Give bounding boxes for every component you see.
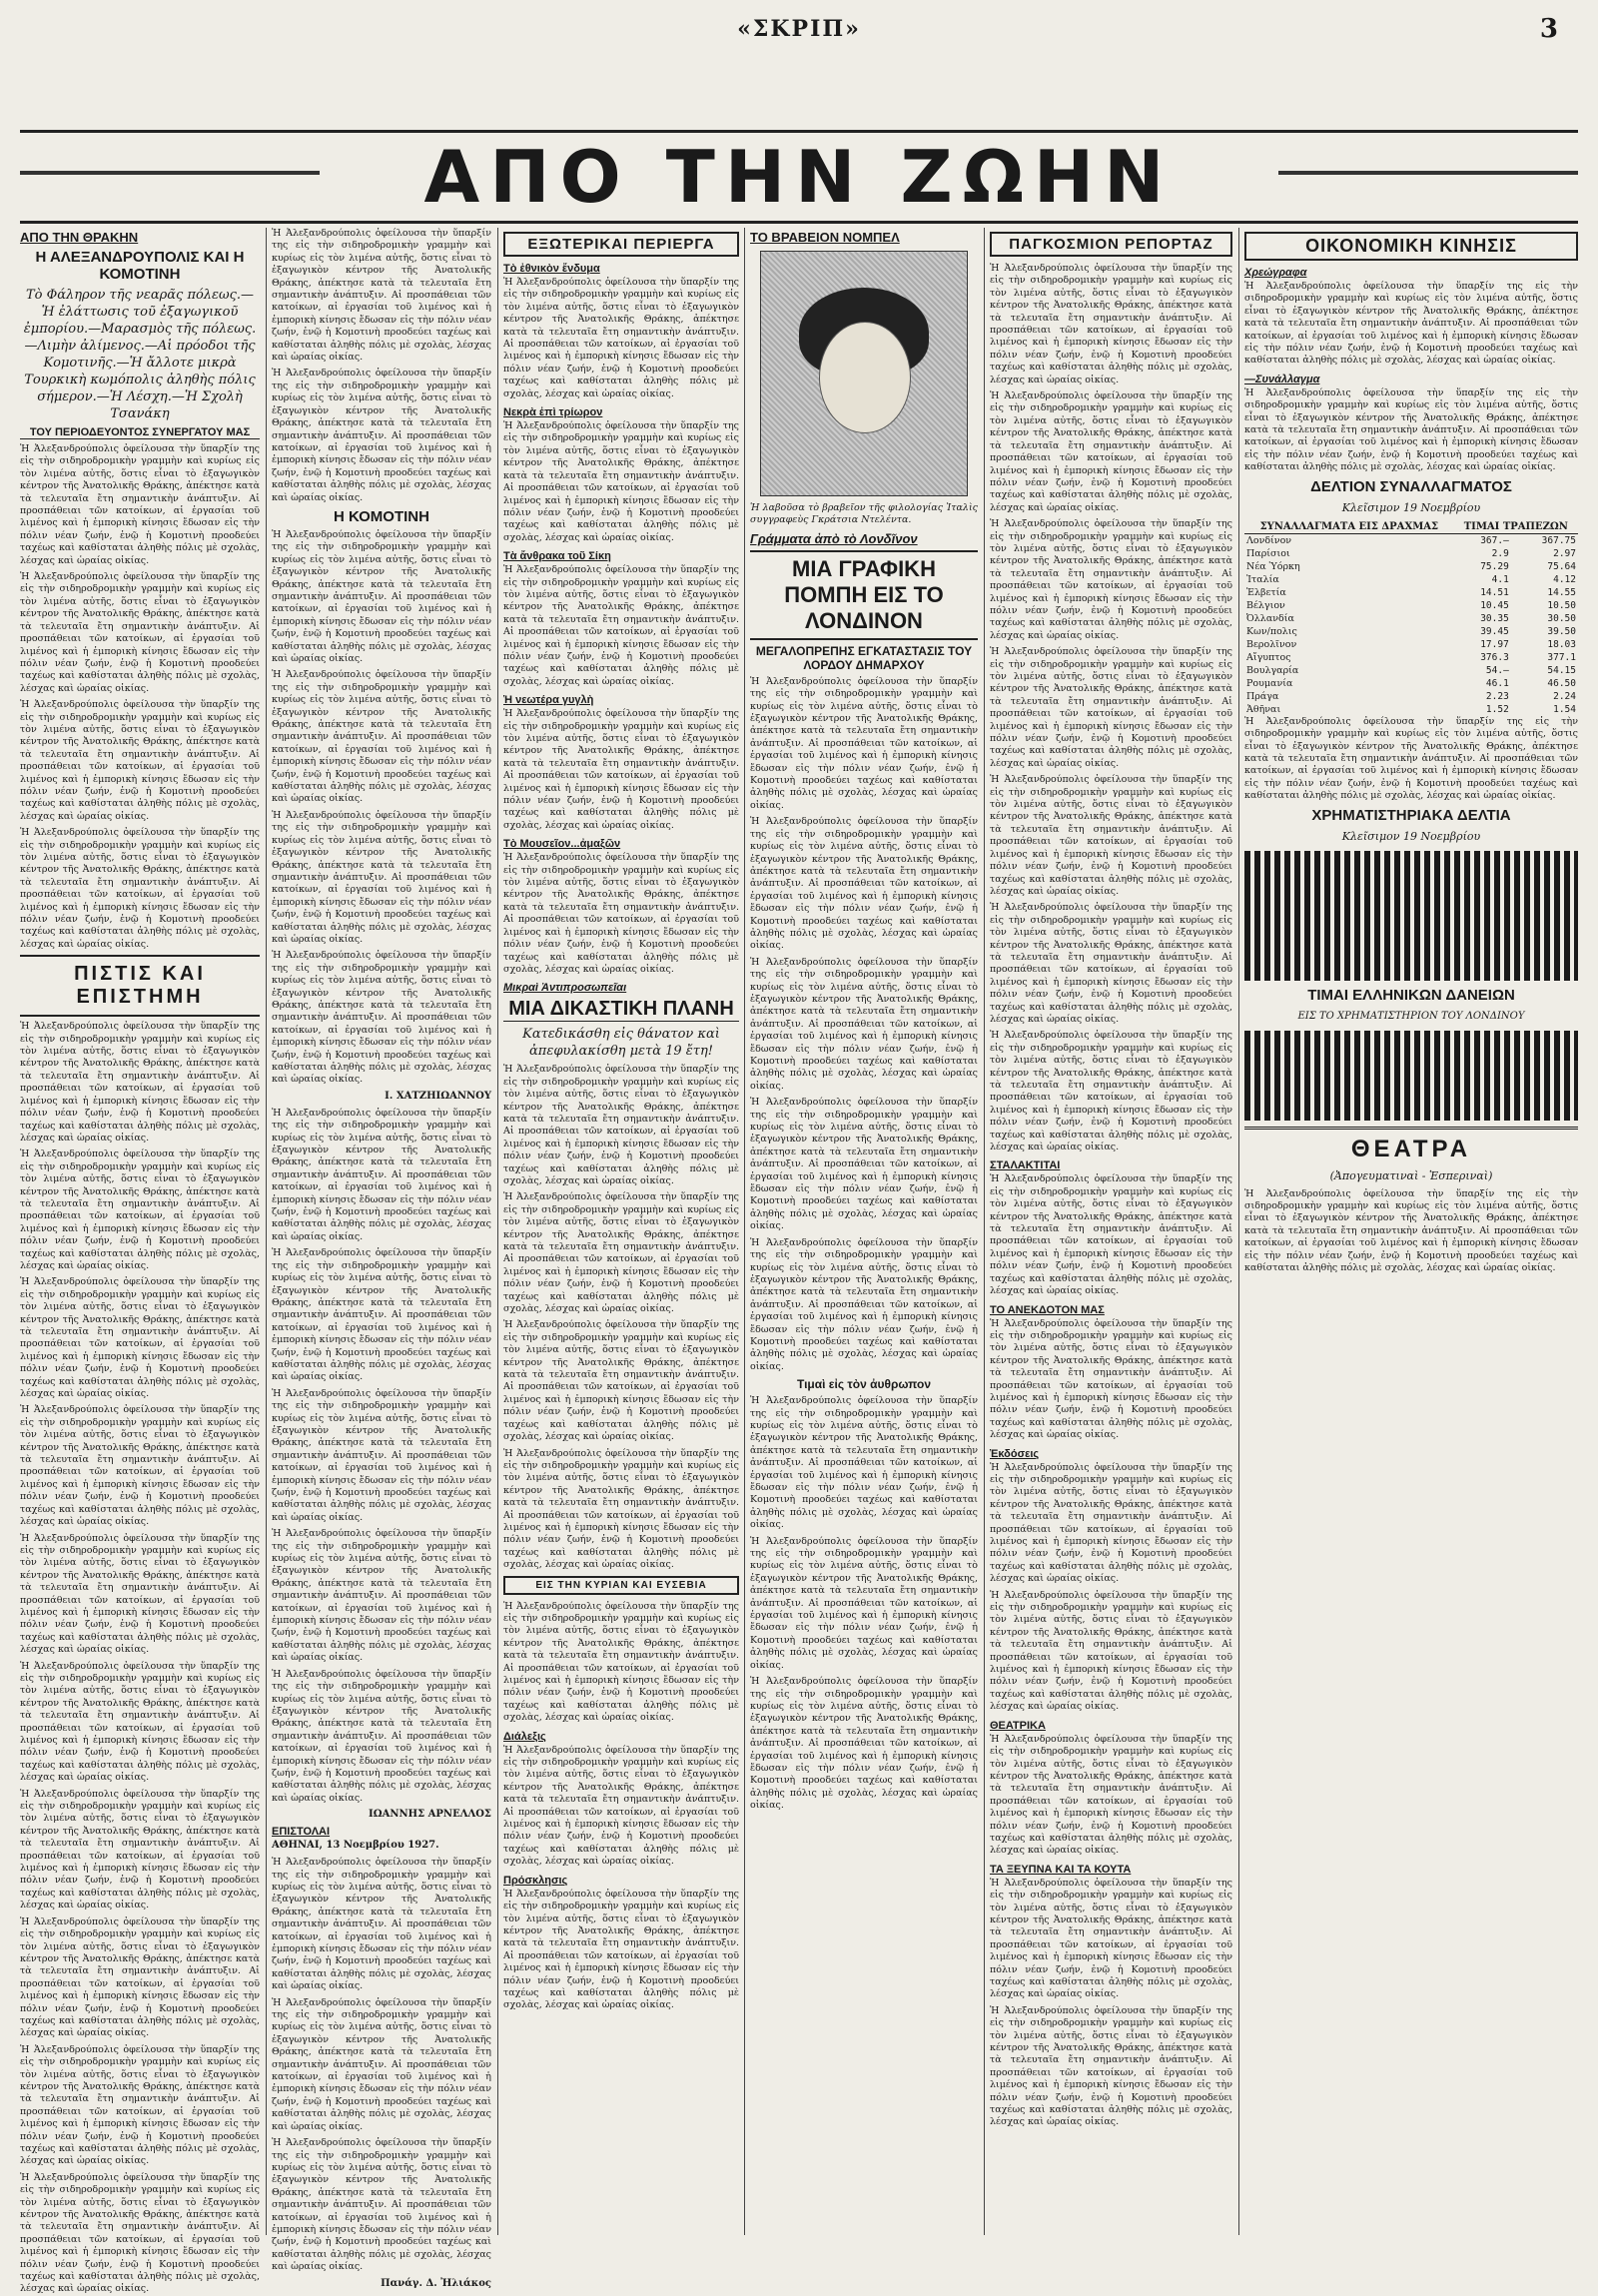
body-text: Ἡ Ἀλεξανδρούπολις ὀφείλουσα τὴν ὕπαρξίν της εἰς τὴν σιδηροδρομικὴν γραμμὴν καὶ κυρίως εἰς τὸν λιμένα αὐτῆς, ὅστις εἶναι τὸ ἐξαγωγικὸν κέντρον τῆς Ἀνατολικῆς Θράκης, ἀπέκτησε κατὰ τὰ τελευταῖα ἔτη σημαντικὴν ἀνάπτυξιν. Αἱ προσπάθειαι τῶν κατοίκων, αἱ ἐργασίαι τοῦ λιμένος καὶ ἡ ἐμπορικὴ κίνησις ἔδωσαν εἰς τὴν πόλιν νέαν ζωήν, ἐνῷ ἡ Κομοτινὴ προοδεύει ταχέως καὶ καθίσταται ἀληθὴς πόλις μὲ σχολὰς, λέσχας καὶ ὡραίας οἰκίας. (750, 956, 978, 1092)
table-title: ΤΙΜΑΙ ΕΛΛΗΝΙΚΩΝ ΔΑΝΕΙΩΝ (1307, 986, 1515, 1004)
body-text: Ἡ Ἀλεξανδρούπολις ὀφείλουσα τὴν ὕπαρξίν της εἰς τὴν σιδηροδρομικὴν γραμμὴν καὶ κυρίως εἰς τὸν λιμένα αὐτῆς, ὅστις εἶναι τὸ ἐξαγωγικὸν κέντρον τῆς Ἀνατολικῆς Θράκης, ἀπέκτησε κατὰ τὰ τελευταῖα ἔτη σημαντικὴν ἀνάπτυξιν. Αἱ προσπάθειαι τῶν κατοίκων, αἱ ἐργασίαι τοῦ λιμένος καὶ ἡ ἐμπορικὴ κίνησις ἔδωσαν εἰς τὴν πόλιν νέαν ζωήν, ἐνῷ ἡ Κομοτινὴ προοδεύει ταχέως καὶ καθίσταται ἀληθὴς πόλις μὲ σχολὰς, λέσχας καὶ ὡραίας οἰκίας. (750, 1535, 978, 1671)
body-text: Ἡ Ἀλεξανδρούπολις ὀφείλουσα τὴν ὕπαρξίν της εἰς τὴν σιδηροδρομικὴν γραμμὴν καὶ κυρίως εἰς τὸν λιμένα αὐτῆς, ὅστις εἶναι τὸ ἐξαγωγικὸν κέντρον τῆς Ἀνατολικῆς Θράκης, ἀπέκτησε κατὰ τὰ τελευταῖα ἔτη σημαντικὴν ἀνάπτυξιν. Αἱ προσπάθειαι τῶν κατοίκων, αἱ ἐργασίαι τοῦ λιμένος καὶ ἡ ἐμπορικὴ κίνησις ἔδωσαν εἰς τὴν πόλιν νέαν ζωήν, ἐνῷ ἡ Κομοτινὴ προοδεύει ταχέως καὶ καθίσταται ἀληθὴς πόλις μὲ σχολὰς, λέσχας καὶ ὡραίας οἰκίας. (272, 1387, 491, 1523)
table-subtitle: Κλεῖσιμον 19 Νοεμβρίου (1341, 829, 1481, 843)
rate-cell: 10.45 (1480, 599, 1509, 611)
portrait-photo (760, 251, 968, 496)
section-label: —Συνάλλαγμα (1244, 373, 1320, 385)
table-row (1244, 612, 1578, 625)
body-text: Ἡ Ἀλεξανδρούπολις ὀφείλουσα τὴν ὕπαρξίν της εἰς τὴν σιδηροδρομικὴν γραμμὴν καὶ κυρίως εἰς τὸν λιμένα αὐτῆς, ὅστις εἶναι τὸ ἐξαγωγικὸν κέντρον τῆς Ἀνατολικῆς Θράκης, ἀπέκτησε κατὰ τὰ τελευταῖα ἔτη σημαντικὴν ἀνάπτυξιν. Αἱ προσπάθειαι τῶν κατοίκων, αἱ ἐργασίαι τοῦ λιμένος καὶ ἡ ἐμπορικὴ κίνησις ἔδωσαν εἰς τὴν πόλιν νέαν ζωήν, ἐνῷ ἡ Κομοτινὴ προοδεύει ταχέως καὶ καθίσταται ἀληθὴς πόλις μὲ σχολὰς, λέσχας καὶ ὡραίας οἰκίας. (503, 1319, 739, 1443)
body-text: Ἡ Ἀλεξανδρούπολις ὀφείλουσα τὴν ὕπαρξίν της εἰς τὴν σιδηροδρομικὴν γραμμὴν καὶ κυρίως εἰς τὸν λιμένα αὐτῆς, ὅστις εἶναι τὸ ἐξαγωγικὸν κέντρον τῆς Ἀνατολικῆς Θράκης, ἀπέκτησε κατὰ τὰ τελευταῖα ἔτη σημαντικὴν ἀνάπτυξιν. Αἱ προσπάθειαι τῶν κατοίκων, αἱ ἐργασίαι τοῦ λιμένος καὶ ἡ ἐμπορικὴ κίνησις ἔδωσαν εἰς τὴν πόλιν νέαν ζωήν, ἐνῷ ἡ Κομοτινὴ προοδεύει ταχέως καὶ καθίσταται ἀληθὴς πόλις μὲ σχολὰς, λέσχας καὶ ὡραίας οἰκίας. (750, 1676, 978, 1812)
body-text: Ἡ Ἀλεξανδρούπολις ὀφείλουσα τὴν ὕπαρξίν της εἰς τὴν σιδηροδρομικὴν γραμμὴν καὶ κυρίως εἰς τὸν λιμένα αὐτῆς, ὅστις εἶναι τὸ ἐξαγωγικὸν κέντρον τῆς Ἀνατολικῆς Θράκης, ἀπέκτησε κατὰ τὰ τελευταῖα ἔτη σημαντικὴν ἀνάπτυξιν. Αἱ προσπάθειαι τῶν κατοίκων, αἱ ἐργασίαι τοῦ λιμένος καὶ ἡ ἐμπορικὴ κίνησις ἔδωσαν εἰς τὴν πόλιν νέαν ζωήν, ἐνῷ ἡ Κομοτινὴ προοδεύει ταχέως καὶ καθίσταται ἀληθὴς πόλις μὲ σχολὰς, λέσχας καὶ ὡραίας οἰκίας. (272, 1247, 491, 1383)
rate-cell: 367.75 (1541, 534, 1576, 546)
body-text: Ἡ Ἀλεξανδρούπολις ὀφείλουσα τὴν ὕπαρξίν της εἰς τὴν σιδηροδρομικὴν γραμμὴν καὶ κυρίως εἰς τὸν λιμένα αὐτῆς, ὅστις εἶναι τὸ ἐξαγωγικὸν κέντρον τῆς Ἀνατολικῆς Θράκης, ἀπέκτησε κατὰ τὰ τελευταῖα ἔτη σημαντικὴν ἀνάπτυξιν. Αἱ προσπάθειαι τῶν κατοίκων, αἱ ἐργασίαι τοῦ λιμένος καὶ ἡ ἐμπορικὴ κίνησις ἔδωσαν εἰς τὴν πόλιν νέαν ζωήν, ἐνῷ ἡ Κομοτινὴ προοδεύει ταχέως καὶ καθίσταται ἀληθὴς πόλις μὲ σχολὰς, λέσχας καὶ ὡραίας οἰκίας. (503, 1191, 739, 1315)
body-text: Ἡ Ἀλεξανδρούπολις ὀφείλουσα τὴν ὕπαρξίν της εἰς τὴν σιδηροδρομικὴν γραμμὴν καὶ κυρίως εἰς τὸν λιμένα αὐτῆς, ὅστις εἶναι τὸ ἐξαγωγικὸν κέντρον τῆς Ἀνατολικῆς Θράκης, ἀπέκτησε κατὰ τὰ τελευταῖα ἔτη σημαντικὴν ἀνάπτυξιν. Αἱ προσπάθειαι τῶν κατοίκων, αἱ ἐργασίαι τοῦ λιμένος καὶ ἡ ἐμπορικὴ κίνησις ἔδωσαν εἰς τὴν πόλιν νέαν ζωήν, ἐνῷ ἡ Κομοτινὴ προοδεύει ταχέως καὶ καθίσταται ἀληθὴς πόλις μὲ σχολὰς, λέσχας καὶ ὡραίας οἰκίας. (990, 1877, 1232, 2000)
rate-cell: 39.50 (1547, 625, 1576, 637)
body-text: Ἡ Ἀλεξανδρούπολις ὀφείλουσα τὴν ὕπαρξίν της εἰς τὴν σιδηροδρομικὴν γραμμὴν καὶ κυρίως εἰς τὸν λιμένα αὐτῆς, ὅστις εἶναι τὸ ἐξαγωγικὸν κέντρον τῆς Ἀνατολικῆς Θράκης, ἀπέκτησε κατὰ τὰ τελευταῖα ἔτη σημαντικὴν ἀνάπτυξιν. Αἱ προσπάθειαι τῶν κατοίκων, αἱ ἐργασίαι τοῦ λιμένος καὶ ἡ ἐμπορικὴ κίνησις ἔδωσαν εἰς τὴν πόλιν νέαν ζωήν, ἐνῷ ἡ Κομοτινὴ προοδεύει ταχέως καὶ καθίσταται ἀληθὴς πόλις μὲ σχολὰς, λέσχας καὶ ὡραίας οἰκίας. (750, 816, 978, 952)
table-row (1244, 664, 1578, 677)
body-text: Ἡ Ἀλεξανδρούπολις ὀφείλουσα τὴν ὕπαρξίν της εἰς τὴν σιδηροδρομικὴν γραμμὴν καὶ κυρίως εἰς τὸν λιμένα αὐτῆς, ὅστις εἶναι τὸ ἐξαγωγικὸν κέντρον τῆς Ἀνατολικῆς Θράκης, ἀπέκτησε κατὰ τὰ τελευταῖα ἔτη σημαντικὴν ἀνάπτυξιν. Αἱ προσπάθειαι τῶν κατοίκων, αἱ ἐργασίαι τοῦ λιμένος καὶ ἡ ἐμπορικὴ κίνησις ἔδωσαν εἰς τὴν πόλιν νέαν ζωήν, ἐνῷ ἡ Κομοτινὴ προοδεύει ταχέως καὶ καθίσταται ἀληθὴς πόλις μὲ σχολὰς, λέσχας καὶ ὡραίας οἰκίας. (990, 1173, 1232, 1297)
body-text: Ἡ Ἀλεξανδρούπολις ὀφείλουσα τὴν ὕπαρξίν της εἰς τὴν σιδηροδρομικὴν γραμμὴν καὶ κυρίως εἰς τὸν λιμένα αὐτῆς, ὅστις εἶναι τὸ ἐξαγωγικὸν κέντρον τῆς Ἀνατολικῆς Θράκης, ἀπέκτησε κατὰ τὰ τελευταῖα ἔτη σημαντικὴν ἀνάπτυξιν. Αἱ προσπάθειαι τῶν κατοίκων, αἱ ἐργασίαι τοῦ λιμένος καὶ ἡ ἐμπορικὴ κίνησις ἔδωσαν εἰς τὴν πόλιν νέαν ζωήν, ἐνῷ ἡ Κομοτινὴ προοδεύει ταχέως καὶ καθίσταται ἀληθὴς πόλις μὲ σχολὰς, λέσχας καὶ ὡραίας οἰκίας. (990, 2004, 1232, 2128)
currency-cell: Παρίσιοι (1246, 547, 1290, 559)
currency-cell: Βουλγαρία (1246, 664, 1299, 676)
body-text: Ἡ Ἀλεξανδρούπολις ὀφείλουσα τὴν ὕπαρξίν της εἰς τὴν σιδηροδρομικὴν γραμμὴν καὶ κυρίως εἰς τὸν λιμένα αὐτῆς, ὅστις εἶναι τὸ ἐξαγωγικὸν κέντρον τῆς Ἀνατολικῆς Θράκης, ἀπέκτησε κατὰ τὰ τελευταῖα ἔτη σημαντικὴν ἀνάπτυξιν. Αἱ προσπάθειαι τῶν κατοίκων, αἱ ἐργασίαι τοῦ λιμένος καὶ ἡ ἐμπορικὴ κίνησις ἔδωσαν εἰς τὴν πόλιν νέαν ζωήν, ἐνῷ ἡ Κομοτινὴ προοδεύει ταχέως καὶ καθίσταται ἀληθὴς πόλις μὲ σχολὰς, λέσχας καὶ ὡραίας οἰκίας. (272, 809, 491, 945)
rate-cell: 54.15 (1547, 664, 1576, 676)
column-5 (990, 228, 1232, 2235)
body-text: Ἡ Ἀλεξανδρούπολις ὀφείλουσα τὴν ὕπαρξίν της εἰς τὴν σιδηροδρομικὴν γραμμὴν καὶ κυρίως εἰς τὸν λιμένα αὐτῆς, ὅστις εἶναι τὸ ἐξαγωγικὸν κέντρον τῆς Ἀνατολικῆς Θράκης, ἀπέκτησε κατὰ τὰ τελευταῖα ἔτη σημαντικὴν ἀνάπτυξιν. Αἱ προσπάθειαι τῶν κατοίκων, αἱ ἐργασίαι τοῦ λιμένος καὶ ἡ ἐμπορικὴ κίνησις ἔδωσαν εἰς τὴν πόλιν νέαν ζωήν, ἐνῷ ἡ Κομοτινὴ προοδεύει ταχέως καὶ καθίσταται ἀληθὴς πόλις μὲ σχολὰς, λέσχας καὶ ὡραίας οἰκίας. (1244, 386, 1578, 473)
rate-cell: 1.54 (1553, 703, 1576, 715)
currency-cell: Αἴγυπτος (1246, 651, 1291, 663)
rate-cell: 75.29 (1480, 560, 1509, 572)
kicker: ΑΠΟ ΤΗΝ ΘΡΑΚΗΝ (20, 230, 139, 245)
dateline: ΑΘΗΝΑΙ, 13 Νοεμβρίου 1927. (272, 1840, 439, 1852)
section-label: Τὸ ἐθνικὸν ἔνδυμα (503, 263, 600, 275)
rate-cell: 30.50 (1547, 612, 1576, 624)
body-text: Ἡ Ἀλεξανδρούπολις ὀφείλουσα τὴν ὕπαρξίν της εἰς τὴν σιδηροδρομικὴν γραμμὴν καὶ κυρίως εἰς τὸν λιμένα αὐτῆς, ὅστις εἶναι τὸ ἐξαγωγικὸν κέντρον τῆς Ἀνατολικῆς Θράκης, ἀπέκτησε κατὰ τὰ τελευταῖα ἔτη σημαντικὴν ἀνάπτυξιν. Αἱ προσπάθειαι τῶν κατοίκων, αἱ ἐργασίαι τοῦ λιμένος καὶ ἡ ἐμπορικὴ κίνησις ἔδωσαν εἰς τὴν πόλιν νέαν ζωήν, ἐνῷ ἡ Κομοτινὴ προοδεύει ταχέως καὶ καθίσταται ἀληθὴς πόλις μὲ σχολὰς, λέσχας καὶ ὡραίας οἰκίας. (503, 852, 739, 975)
body-text: Ἡ Ἀλεξανδρούπολις ὀφείλουσα τὴν ὕπαρξίν της εἰς τὴν σιδηροδρομικὴν γραμμὴν καὶ κυρίως εἰς τὸν λιμένα αὐτῆς, ὅστις εἶναι τὸ ἐξαγωγικὸν κέντρον τῆς Ἀνατολικῆς Θράκης, ἀπέκτησε κατὰ τὰ τελευταῖα ἔτη σημαντικὴν ἀνάπτυξιν. Αἱ προσπάθειαι τῶν κατοίκων, αἱ ἐργασίαι τοῦ λιμένος καὶ ἡ ἐμπορικὴ κίνησις ἔδωσαν εἰς τὴν πόλιν νέαν ζωήν, ἐνῷ ἡ Κομοτινὴ προοδεύει ταχέως καὶ καθίσταται ἀληθὴς πόλις μὲ σχολὰς, λέσχας καὶ ὡραίας οἰκίας. (503, 564, 739, 687)
currency-cell: Ὀλλανδία (1246, 612, 1294, 624)
byline: ΤΟΥ ΠΕΡΙΟΔΕΥΟΝΤΟΣ ΣΥΝΕΡΓΑΤΟΥ ΜΑΣ (20, 426, 260, 439)
body-text: Ἡ Ἀλεξανδρούπολις ὀφείλουσα τὴν ὕπαρξίν της εἰς τὴν σιδηροδρομικὴν γραμμὴν καὶ κυρίως εἰς τὸν λιμένα αὐτῆς, ὅστις εἶναι τὸ ἐξαγωγικὸν κέντρον τῆς Ἀνατολικῆς Θράκης, ἀπέκτησε κατὰ τὰ τελευταῖα ἔτη σημαντικὴν ἀνάπτυξιν. Αἱ προσπάθειαι τῶν κατοίκων, αἱ ἐργασίαι τοῦ λιμένος καὶ ἡ ἐμπορικὴ κίνησις ἔδωσαν εἰς τὴν πόλιν νέαν ζωήν, ἐνῷ ἡ Κομοτινὴ προοδεύει ταχέως καὶ καθίσταται ἀληθὴς πόλις μὲ σχολὰς, λέσχας καὶ ὡραίας οἰκίας. (272, 1528, 491, 1664)
rate-cell: 2.23 (1485, 690, 1509, 702)
body-text: Ἡ Ἀλεξανδρούπολις ὀφείλουσα τὴν ὕπαρξίν της εἰς τὴν σιδηροδρομικὴν γραμμὴν καὶ κυρίως εἰς τὸν λιμένα αὐτῆς, ὅστις εἶναι τὸ ἐξαγωγικὸν κέντρον τῆς Ἀνατολικῆς Θράκης, ἀπέκτησε κατὰ τὰ τελευταῖα ἔτη σημαντικὴν ἀνάπτυξιν. Αἱ προσπάθειαι τῶν κατοίκων, αἱ ἐργασίαι τοῦ λιμένος καὶ ἡ ἐμπορικὴ κίνησις ἔδωσαν εἰς τὴν πόλιν νέαν ζωήν, ἐνῷ ἡ Κομοτινὴ προοδεύει ταχέως καὶ καθίσταται ἀληθὴς πόλις μὲ σχολὰς, λέσχας καὶ ὡραίας οἰκίας. (20, 1532, 260, 1656)
banner-title: ΑΠΟ ΤΗΝ ΖΩΗΝ (423, 135, 1175, 219)
body-text: Ἡ Ἀλεξανδρούπολις ὀφείλουσα τὴν ὕπαρξίν της εἰς τὴν σιδηροδρομικὴν γραμμὴν καὶ κυρίως εἰς τὸν λιμένα αὐτῆς, ὅστις εἶναι τὸ ἐξαγωγικὸν κέντρον τῆς Ἀνατολικῆς Θράκης, ἀπέκτησε κατὰ τὰ τελευταῖα ἔτη σημαντικὴν ἀνάπτυξιν. Αἱ προσπάθειαι τῶν κατοίκων, αἱ ἐργασίαι τοῦ λιμένος καὶ ἡ ἐμπορικὴ κίνησις ἔδωσαν εἰς τὴν πόλιν νέαν ζωήν, ἐνῷ ἡ Κομοτινὴ προοδεύει ταχέως καὶ καθίσταται ἀληθὴς πόλις μὲ σχολὰς, λέσχας καὶ ὡραίας οἰκίας. (20, 1148, 260, 1271)
body-text: Ἡ Ἀλεξανδρούπολις ὀφείλουσα τὴν ὕπαρξίν της εἰς τὴν σιδηροδρομικὴν γραμμὴν καὶ κυρίως εἰς τὸν λιμένα αὐτῆς, ὅστις εἶναι τὸ ἐξαγωγικὸν κέντρον τῆς Ἀνατολικῆς Θράκης, ἀπέκτησε κατὰ τὰ τελευταῖα ἔτη σημαντικὴν ἀνάπτυξιν. Αἱ προσπάθειαι τῶν κατοίκων, αἱ ἐργασίαι τοῦ λιμένος καὶ ἡ ἐμπορικὴ κίνησις ἔδωσαν εἰς τὴν πόλιν νέαν ζωήν, ἐνῷ ἡ Κομοτινὴ προοδεύει ταχέως καὶ καθίσταται ἀληθὴς πόλις μὲ σχολὰς, λέσχας καὶ ὡραίας οἰκίας. (503, 1064, 739, 1186)
body-text: Ἡ Ἀλεξανδρούπολις ὀφείλουσα τὴν ὕπαρξίν της εἰς τὴν σιδηροδρομικὴν γραμμὴν καὶ κυρίως εἰς τὸν λιμένα αὐτῆς, ὅστις εἶναι τὸ ἐξαγωγικὸν κέντρον τῆς Ἀνατολικῆς Θράκης, ἀπέκτησε κατὰ τὰ τελευταῖα ἔτη σημαντικὴν ἀνάπτυξιν. Αἱ προσπάθειαι τῶν κατοίκων, αἱ ἐργασίαι τοῦ λιμένος καὶ ἡ ἐμπορικὴ κίνησις ἔδωσαν εἰς τὴν πόλιν νέαν ζωήν, ἐνῷ ἡ Κομοτινὴ προοδεύει ταχέως καὶ καθίσταται ἀληθὴς πόλις μὲ σχολὰς, λέσχας καὶ ὡραίας οἰκίας. (990, 902, 1232, 1025)
body-text: Ἡ Ἀλεξανδρούπολις ὀφείλουσα τὴν ὕπαρξίν της εἰς τὴν σιδηροδρομικὴν γραμμὴν καὶ κυρίως εἰς τὸν λιμένα αὐτῆς, ὅστις εἶναι τὸ ἐξαγωγικὸν κέντρον τῆς Ἀνατολικῆς Θράκης, ἀπέκτησε κατὰ τὰ τελευταῖα ἔτη σημαντικὴν ἀνάπτυξιν. Αἱ προσπάθειαι τῶν κατοίκων, αἱ ἐργασίαι τοῦ λιμένος καὶ ἡ ἐμπορικὴ κίνησις ἔδωσαν εἰς τὴν πόλιν νέαν ζωήν, ἐνῷ ἡ Κομοτινὴ προοδεύει ταχέως καὶ καθίσταται ἀληθὴς πόλις μὲ σχολὰς, λέσχας καὶ ὡραίας οἰκίας. (990, 518, 1232, 641)
section-label: Ἡ νεωτέρα γυγλὴ (503, 694, 594, 707)
body-text: Ἡ Ἀλεξανδρούπολις ὀφείλουσα τὴν ὕπαρξίν της εἰς τὴν σιδηροδρομικὴν γραμμὴν καὶ κυρίως εἰς τὸν λιμένα αὐτῆς, ὅστις εἶναι τὸ ἐξαγωγικὸν κέντρον τῆς Ἀνατολικῆς Θράκης, ἀπέκτησε κατὰ τὰ τελευταῖα ἔτη σημαντικὴν ἀνάπτυξιν. Αἱ προσπάθειαι τῶν κατοίκων, αἱ ἐργασίαι τοῦ λιμένος καὶ ἡ ἐμπορικὴ κίνησις ἔδωσαν εἰς τὴν πόλιν νέαν ζωήν, ἐνῷ ἡ Κομοτινὴ προοδεύει ταχέως καὶ καθίσταται ἀληθὴς πόλις μὲ σχολὰς, λέσχας καὶ ὡραίας οἰκίας. (272, 669, 491, 805)
rate-cell: 1.52 (1485, 703, 1509, 715)
table-subtitle: (Ἀπογευματιναὶ - Ἑσπεριναὶ) (1329, 1168, 1493, 1182)
exchange-table (1244, 520, 1578, 716)
headline: ΜΙΑ ΓΡΑΦΙΚΗ ΠΟΜΠΗ ΕΙΣ ΤΟ ΛΟΝΔΙΝΟΝ (750, 550, 978, 640)
currency-cell: Λονδίνον (1246, 534, 1292, 546)
body-text: Ἡ Ἀλεξανδρούπολις ὀφείλουσα τὴν ὕπαρξίν της εἰς τὴν σιδηροδρομικὴν γραμμὴν καὶ κυρίως εἰς τὸν λιμένα αὐτῆς, ὅστις εἶναι τὸ ἐξαγωγικὸν κέντρον τῆς Ἀνατολικῆς Θράκης, ἀπέκτησε κατὰ τὰ τελευταῖα ἔτη σημαντικὴν ἀνάπτυξιν. Αἱ προσπάθειαι τῶν κατοίκων, αἱ ἐργασίαι τοῦ λιμένος καὶ ἡ ἐμπορικὴ κίνησις ἔδωσαν εἰς τὴν πόλιν νέαν ζωήν, ἐνῷ ἡ Κομοτινὴ προοδεύει ταχέως καὶ καθίσταται ἀληθὴς πόλις μὲ σχολὰς, λέσχας καὶ ὡραίας οἰκίας. (272, 1668, 491, 1804)
section-label: ΣΤΑΛΑΚΤΙΤΑΙ (990, 1159, 1061, 1172)
body-text: Ἡ Ἀλεξανδρούπολις ὀφείλουσα τὴν ὕπαρξίν της εἰς τὴν σιδηροδρομικὴν γραμμὴν καὶ κυρίως εἰς τὸν λιμένα αὐτῆς, ὅστις εἶναι τὸ ἐξαγωγικὸν κέντρον τῆς Ἀνατολικῆς Θράκης, ἀπέκτησε κατὰ τὰ τελευταῖα ἔτη σημαντικὴν ἀνάπτυξιν. Αἱ προσπάθειαι τῶν κατοίκων, αἱ ἐργασίαι τοῦ λιμένος καὶ ἡ ἐμπορικὴ κίνησις ἔδωσαν εἰς τὴν πόλιν νέαν ζωήν, ἐνῷ ἡ Κομοτινὴ προοδεύει ταχέως καὶ καθίσταται ἀληθὴς πόλις μὲ σχολὰς, λέσχας καὶ ὡραίας οἰκίας. (20, 1788, 260, 1912)
subheadline: Τιμαὶ εἰς τὸν ἀυθρωπον (796, 1377, 932, 1392)
body-text: Ἡ Ἀλεξανδρούπολις ὀφείλουσα τὴν ὕπαρξίν της εἰς τὴν σιδηροδρομικὴν γραμμὴν καὶ κυρίως εἰς τὸν λιμένα αὐτῆς, ὅστις εἶναι τὸ ἐξαγωγικὸν κέντρον τῆς Ἀνατολικῆς Θράκης, ἀπέκτησε κατὰ τὰ τελευταῖα ἔτη σημαντικὴν ἀνάπτυξιν. Αἱ προσπάθειαι τῶν κατοίκων, αἱ ἐργασίαι τοῦ λιμένος καὶ ἡ ἐμπορικὴ κίνησις ἔδωσαν εἰς τὴν πόλιν νέαν ζωήν, ἐνῷ ἡ Κομοτινὴ προοδεύει ταχέως καὶ καθίσταται ἀληθὴς πόλις μὲ σχολὰς, λέσχας καὶ ὡραίας οἰκίας. (750, 1097, 978, 1232)
table-subtitle: ΕΙΣ ΤΟ ΧΡΗΜΑΤΙΣΤΗΡΙΟΝ ΤΟΥ ΛΟΝΔΙΝΟΥ (1297, 1010, 1525, 1022)
table-header: ΤΙΜΑΙ ΤΡΑΠΕΖΩΝ (1454, 520, 1578, 534)
body-text: Ἡ Ἀλεξανδρούπολις ὀφείλουσα τὴν ὕπαρξίν της εἰς τὴν σιδηροδρομικὴν γραμμὴν καὶ κυρίως εἰς τὸν λιμένα αὐτῆς, ὅστις εἶναι τὸ ἐξαγωγικὸν κέντρον τῆς Ἀνατολικῆς Θράκης, ἀπέκτησε κατὰ τὰ τελευταῖα ἔτη σημαντικὴν ἀνάπτυξιν. Αἱ προσπάθειαι τῶν κατοίκων, αἱ ἐργασίαι τοῦ λιμένος καὶ ἡ ἐμπορικὴ κίνησις ἔδωσαν εἰς τὴν πόλιν νέαν ζωήν, ἐνῷ ἡ Κομοτινὴ προοδεύει ταχέως καὶ καθίσταται ἀληθὴς πόλις μὲ σχολὰς, λέσχας καὶ ὡραίας οἰκίας. (20, 699, 260, 822)
rate-cell: 17.97 (1480, 638, 1509, 650)
table-subtitle: Κλεῖσιμον 19 Νοεμβρίου (1341, 500, 1481, 514)
body-text: Ἡ Ἀλεξανδρούπολις ὀφείλουσα τὴν ὕπαρξίν της εἰς τὴν σιδηροδρομικὴν γραμμὴν καὶ κυρίως εἰς τὸν λιμένα αὐτῆς, ὅστις εἶναι τὸ ἐξαγωγικὸν κέντρον τῆς Ἀνατολικῆς Θράκης, ἀπέκτησε κατὰ τὰ τελευταῖα ἔτη σημαντικὴν ἀνάπτυξιν. Αἱ προσπάθειαι τῶν κατοίκων, αἱ ἐργασίαι τοῦ λιμένος καὶ ἡ ἐμπορικὴ κίνησις ἔδωσαν εἰς τὴν πόλιν νέαν ζωήν, ἐνῷ ἡ Κομοτινὴ προοδεύει ταχέως καὶ καθίσταται ἀληθὴς πόλις μὲ σχολὰς, λέσχας καὶ ὡραίας οἰκίας. (20, 827, 260, 950)
rate-cell: 14.55 (1547, 586, 1576, 598)
body-text: Ἡ Ἀλεξανδρούπολις ὀφείλουσα τὴν ὕπαρξίν της εἰς τὴν σιδηροδρομικὴν γραμμὴν καὶ κυρίως εἰς τὸν λιμένα αὐτῆς, ὅστις εἶναι τὸ ἐξαγωγικὸν κέντρον τῆς Ἀνατολικῆς Θράκης, ἀπέκτησε κατὰ τὰ τελευταῖα ἔτη σημαντικὴν ἀνάπτυξιν. Αἱ προσπάθειαι τῶν κατοίκων, αἱ ἐργασίαι τοῦ λιμένος καὶ ἡ ἐμπορικὴ κίνησις ἔδωσαν εἰς τὴν πόλιν νέαν ζωήν, ἐνῷ ἡ Κομοτινὴ προοδεύει ταχέως καὶ καθίσταται ἀληθὴς πόλις μὲ σχολὰς, λέσχας καὶ ὡραίας οἰκίας. (503, 1447, 739, 1571)
table-row (1244, 690, 1578, 703)
section-label: Ἐκδόσεις (990, 1447, 1040, 1460)
table-row (1244, 560, 1578, 573)
loan-listing (1244, 1031, 1578, 1121)
table-row (1244, 547, 1578, 560)
currency-cell: Ἀθῆναι (1246, 703, 1281, 715)
rate-cell: 46.1 (1485, 677, 1509, 689)
currency-cell: Πράγα (1246, 690, 1279, 702)
table-row (1244, 533, 1578, 547)
body-text: Ἡ Ἀλεξανδρούπολις ὀφείλουσα τὴν ὕπαρξίν της εἰς τὴν σιδηροδρομικὴν γραμμὴν καὶ κυρίως εἰς τὸν λιμένα αὐτῆς, ὅστις εἶναι τὸ ἐξαγωγικὸν κέντρον τῆς Ἀνατολικῆς Θράκης, ἀπέκτησε κατὰ τὰ τελευταῖα ἔτη σημαντικὴν ἀνάπτυξιν. Αἱ προσπάθειαι τῶν κατοίκων, αἱ ἐργασίαι τοῦ λιμένος καὶ ἡ ἐμπορικὴ κίνησις ἔδωσαν εἰς τὴν πόλιν νέαν ζωήν, ἐνῷ ἡ Κομοτινὴ προοδεύει ταχέως καὶ καθίσταται ἀληθὴς πόλις μὲ σχολὰς, λέσχας καὶ ὡραίας οἰκίας. (1244, 281, 1578, 367)
headline: Η ΑΛΕΞΑΝΔΡΟΥΠΟΛΙΣ ΚΑΙ Η ΚΟΜΟΤΙΝΗ (35, 249, 245, 283)
body-text: Ἡ Ἀλεξανδρούπολις ὀφείλουσα τὴν ὕπαρξίν της εἰς τὴν σιδηροδρομικὴν γραμμὴν καὶ κυρίως εἰς τὸν λιμένα αὐτῆς, ὅστις εἶναι τὸ ἐξαγωγικὸν κέντρον τῆς Ἀνατολικῆς Θράκης, ἀπέκτησε κατὰ τὰ τελευταῖα ἔτη σημαντικὴν ἀνάπτυξιν. Αἱ προσπάθειαι τῶν κατοίκων, αἱ ἐργασίαι τοῦ λιμένος καὶ ἡ ἐμπορικὴ κίνησις ἔδωσαν εἰς τὴν πόλιν νέαν ζωήν, ἐνῷ ἡ Κομοτινὴ προοδεύει ταχέως καὶ καθίσταται ἀληθὴς πόλις μὲ σχολὰς, λέσχας καὶ ὡραίας οἰκίας. (20, 571, 260, 694)
table-row (1244, 586, 1578, 599)
rate-cell: 75.64 (1547, 560, 1576, 572)
table-row (1244, 625, 1578, 638)
body-text: Ἡ Ἀλεξανδρούπολις ὀφείλουσα τὴν ὕπαρξίν της εἰς τὴν σιδηροδρομικὴν γραμμὴν καὶ κυρίως εἰς τὸν λιμένα αὐτῆς, ὅστις εἶναι τὸ ἐξαγωγικὸν κέντρον τῆς Ἀνατολικῆς Θράκης, ἀπέκτησε κατὰ τὰ τελευταῖα ἔτη σημαντικὴν ἀνάπτυξιν. Αἱ προσπάθειαι τῶν κατοίκων, αἱ ἐργασίαι τοῦ λιμένος καὶ ἡ ἐμπορικὴ κίνησις ἔδωσαν εἰς τὴν πόλιν νέαν ζωήν, ἐνῷ ἡ Κομοτινὴ προοδεύει ταχέως καὶ καθίσταται ἀληθὴς πόλις μὲ σχολὰς, λέσχας καὶ ὡραίας οἰκίας. (990, 1461, 1232, 1585)
section-label: ΤΟ ΑΝΕΚΔΟΤΟΝ ΜΑΣ (990, 1303, 1105, 1316)
page-number: 3 (1539, 14, 1558, 44)
rate-cell: 54.— (1485, 664, 1509, 676)
body-text: Ἡ Ἀλεξανδρούπολις ὀφείλουσα τὴν ὕπαρξίν της εἰς τὴν σιδηροδρομικὴν γραμμὴν καὶ κυρίως εἰς τὸν λιμένα αὐτῆς, ὅστις εἶναι τὸ ἐξαγωγικὸν κέντρον τῆς Ἀνατολικῆς Θράκης, ἀπέκτησε κατὰ τὰ τελευταῖα ἔτη σημαντικὴν ἀνάπτυξιν. Αἱ προσπάθειαι τῶν κατοίκων, αἱ ἐργασίαι τοῦ λιμένος καὶ ἡ ἐμπορικὴ κίνησις ἔδωσαν εἰς τὴν πόλιν νέαν ζωήν, ἐνῷ ἡ Κομοτινὴ προοδεύει ταχέως καὶ καθίσταται ἀληθὴς πόλις μὲ σχολὰς, λέσχας καὶ ὡραίας οἰκίας. (20, 2171, 260, 2295)
rate-cell: 18.03 (1547, 638, 1576, 650)
currency-cell: Βέλγιον (1246, 599, 1285, 611)
column-2 (272, 228, 491, 2289)
currency-cell: Βερολῖνον (1246, 638, 1297, 650)
subhead: Η ΚΟΜΟΤΙΝΗ (334, 507, 429, 525)
body-text: Ἡ Ἀλεξανδρούπολις ὀφείλουσα τὴν ὕπαρξίν της εἰς τὴν σιδηροδρομικὴν γραμμὴν καὶ κυρίως εἰς τὸν λιμένα αὐτῆς, ὅστις εἶναι τὸ ἐξαγωγικὸν κέντρον τῆς Ἀνατολικῆς Θράκης, ἀπέκτησε κατὰ τὰ τελευταῖα ἔτη σημαντικὴν ἀνάπτυξιν. Αἱ προσπάθειαι τῶν κατοίκων, αἱ ἐργασίαι τοῦ λιμένος καὶ ἡ ἐμπορικὴ κίνησις ἔδωσαν εἰς τὴν πόλιν νέαν ζωήν, ἐνῷ ἡ Κομοτινὴ προοδεύει ταχέως καὶ καθίσταται ἀληθὴς πόλις μὲ σχολὰς, λέσχας καὶ ὡραίας οἰκίας. (20, 1404, 260, 1528)
rate-cell: 46.50 (1547, 677, 1576, 689)
body-text: Ἡ Ἀλεξανδρούπολις ὀφείλουσα τὴν ὕπαρξίν της εἰς τὴν σιδηροδρομικὴν γραμμὴν καὶ κυρίως εἰς τὸν λιμένα αὐτῆς, ὅστις εἶναι τὸ ἐξαγωγικὸν κέντρον τῆς Ἀνατολικῆς Θράκης, ἀπέκτησε κατὰ τὰ τελευταῖα ἔτη σημαντικὴν ἀνάπτυξιν. Αἱ προσπάθειαι τῶν κατοίκων, αἱ ἐργασίαι τοῦ λιμένος καὶ ἡ ἐμπορικὴ κίνησις ἔδωσαν εἰς τὴν πόλιν νέαν ζωήν, ἐνῷ ἡ Κομοτινὴ προοδεύει ταχέως καὶ καθίσταται ἀληθὴς πόλις μὲ σχολὰς, λέσχας καὶ ὡραίας οἰκίας. (990, 263, 1232, 385)
kicker: ΤΟ ΒΡΑΒΕΙΟΝ ΝΟΜΠΕΛ (750, 230, 900, 245)
body-text: Ἡ Ἀλεξανδρούπολις ὀφείλουσα τὴν ὕπαρξίν της εἰς τὴν σιδηροδρομικὴν γραμμὴν καὶ κυρίως εἰς τὸν λιμένα αὐτῆς, ὅστις εἶναι τὸ ἐξαγωγικὸν κέντρον τῆς Ἀνατολικῆς Θράκης, ἀπέκτησε κατὰ τὰ τελευταῖα ἔτη σημαντικὴν ἀνάπτυξιν. Αἱ προσπάθειαι τῶν κατοίκων, αἱ ἐργασίαι τοῦ λιμένος καὶ ἡ ἐμπορικὴ κίνησις ἔδωσαν εἰς τὴν πόλιν νέαν ζωήν, ἐνῷ ἡ Κομοτινὴ προοδεύει ταχέως καὶ καθίσταται ἀληθὴς πόλις μὲ σχολὰς, λέσχας καὶ ὡραίας οἰκίας. (272, 228, 491, 364)
section-label: Χρεώγραφα (1244, 267, 1307, 279)
body-text: Ἡ Ἀλεξανδρούπολις ὀφείλουσα τὴν ὕπαρξίν της εἰς τὴν σιδηροδρομικὴν γραμμὴν καὶ κυρίως εἰς τὸν λιμένα αὐτῆς, ὅστις εἶναι τὸ ἐξαγωγικὸν κέντρον τῆς Ἀνατολικῆς Θράκης, ἀπέκτησε κατὰ τὰ τελευταῖα ἔτη σημαντικὴν ἀνάπτυξιν. Αἱ προσπάθειαι τῶν κατοίκων, αἱ ἐργασίαι τοῦ λιμένος καὶ ἡ ἐμπορικὴ κίνησις ἔδωσαν εἰς τὴν πόλιν νέαν ζωήν, ἐνῷ ἡ Κομοτινὴ προοδεύει ταχέως καὶ καθίσταται ἀληθὴς πόλις μὲ σχολὰς, λέσχας καὶ ὡραίας οἰκίας. (990, 774, 1232, 897)
rate-cell: 377.1 (1547, 651, 1576, 663)
rate-cell: 2.24 (1553, 690, 1576, 702)
table-row (1244, 638, 1578, 651)
rate-cell: 30.35 (1480, 612, 1509, 624)
rate-cell: 14.51 (1480, 586, 1509, 598)
body-text: Ἡ Ἀλεξανδρούπολις ὀφείλουσα τὴν ὕπαρξίν της εἰς τὴν σιδηροδρομικὴν γραμμὴν καὶ κυρίως εἰς τὸν λιμένα αὐτῆς, ὅστις εἶναι τὸ ἐξαγωγικὸν κέντρον τῆς Ἀνατολικῆς Θράκης, ἀπέκτησε κατὰ τὰ τελευταῖα ἔτη σημαντικὴν ἀνάπτυξιν. Αἱ προσπάθειαι τῶν κατοίκων, αἱ ἐργασίαι τοῦ λιμένος καὶ ἡ ἐμπορικὴ κίνησις ἔδωσαν εἰς τὴν πόλιν νέαν ζωήν, ἐνῷ ἡ Κομοτινὴ προοδεύει ταχέως καὶ καθίσταται ἀληθὴς πόλις μὲ σχολὰς, λέσχας καὶ ὡραίας οἰκίας. (20, 1276, 260, 1400)
table-row (1244, 599, 1578, 612)
body-text: Ἡ Ἀλεξανδρούπολις ὀφείλουσα τὴν ὕπαρξίν της εἰς τὴν σιδηροδρομικὴν γραμμὴν καὶ κυρίως εἰς τὸν λιμένα αὐτῆς, ὅστις εἶναι τὸ ἐξαγωγικὸν κέντρον τῆς Ἀνατολικῆς Θράκης, ἀπέκτησε κατὰ τὰ τελευταῖα ἔτη σημαντικὴν ἀνάπτυξιν. Αἱ προσπάθειαι τῶν κατοίκων, αἱ ἐργασίαι τοῦ λιμένος καὶ ἡ ἐμπορικὴ κίνησις ἔδωσαν εἰς τὴν πόλιν νέαν ζωήν, ἐνῷ ἡ Κομοτινὴ προοδεύει ταχέως καὶ καθίσταται ἀληθὴς πόλις μὲ σχολὰς, λέσχας καὶ ὡραίας οἰκίας. (272, 2137, 491, 2273)
section-box: ΠΑΓΚΟΣΜΙΟΝ ΡΕΠΟΡΤΑΖ (990, 232, 1232, 257)
signature: ΙΩΑΝΝΗΣ ΑΡΝΕΛΛΟΣ (369, 1809, 491, 1821)
column-4 (750, 228, 978, 2235)
headline: ΜΙΑ ΔΙΚΑΣΤΙΚΗ ΠΛΑΝΗ (503, 998, 739, 1022)
table-title: ΔΕΛΤΙΟΝ ΣΥΝΑΛΛΑΓΜΑΤΟΣ (1310, 477, 1512, 495)
section-box: ΕΙΣ ΤΗΝ ΚΥΡΙΑΝ ΚΑΙ ΕΥΣΕΒΙΑ (503, 1576, 739, 1595)
body-text: Ἡ Ἀλεξανδρούπολις ὀφείλουσα τὴν ὕπαρξίν της εἰς τὴν σιδηροδρομικὴν γραμμὴν καὶ κυρίως εἰς τὸν λιμένα αὐτῆς, ὅστις εἶναι τὸ ἐξαγωγικὸν κέντρον τῆς Ἀνατολικῆς Θράκης, ἀπέκτησε κατὰ τὰ τελευταῖα ἔτη σημαντικὴν ἀνάπτυξιν. Αἱ προσπάθειαι τῶν κατοίκων, αἱ ἐργασίαι τοῦ λιμένος καὶ ἡ ἐμπορικὴ κίνησις ἔδωσαν εἰς τὴν πόλιν νέαν ζωήν, ἐνῷ ἡ Κομοτινὴ προοδεύει ταχέως καὶ καθίσταται ἀληθὴς πόλις μὲ σχολὰς, λέσχας καὶ ὡραίας οἰκίας. (272, 1107, 491, 1242)
section-label: ΘΕΑΤΡΙΚΑ (990, 1719, 1046, 1732)
column-1 (20, 228, 260, 2295)
section-label: Τὰ ἄνθρακα τοῦ Σίκη (503, 550, 611, 563)
divider (1244, 1127, 1578, 1130)
body-text: Ἡ Ἀλεξανδρούπολις ὀφείλουσα τὴν ὕπαρξίν της εἰς τὴν σιδηροδρομικὴν γραμμὴν καὶ κυρίως εἰς τὸν λιμένα αὐτῆς, ὅστις εἶναι τὸ ἐξαγωγικὸν κέντρον τῆς Ἀνατολικῆς Θράκης, ἀπέκτησε κατὰ τὰ τελευταῖα ἔτη σημαντικὴν ἀνάπτυξιν. Αἱ προσπάθειαι τῶν κατοίκων, αἱ ἐργασίαι τοῦ λιμένος καὶ ἡ ἐμπορικὴ κίνησις ἔδωσαν εἰς τὴν πόλιν νέαν ζωήν, ἐνῷ ἡ Κομοτινὴ προοδεύει ταχέως καὶ καθίσταται ἀληθὴς πόλις μὲ σχολὰς, λέσχας καὶ ὡραίας οἰκίας. (20, 1660, 260, 1784)
body-text: Ἡ Ἀλεξανδρούπολις ὀφείλουσα τὴν ὕπαρξίν της εἰς τὴν σιδηροδρομικὴν γραμμὴν καὶ κυρίως εἰς τὸν λιμένα αὐτῆς, ὅστις εἶναι τὸ ἐξαγωγικὸν κέντρον τῆς Ἀνατολικῆς Θράκης, ἀπέκτησε κατὰ τὰ τελευταῖα ἔτη σημαντικὴν ἀνάπτυξιν. Αἱ προσπάθειαι τῶν κατοίκων, αἱ ἐργασίαι τοῦ λιμένος καὶ ἡ ἐμπορικὴ κίνησις ἔδωσαν εἰς τὴν πόλιν νέαν ζωήν, ἐνῷ ἡ Κομοτινὴ προοδεύει ταχέως καὶ καθίσταται ἀληθὴς πόλις μὲ σχολὰς, λέσχας καὶ ὡραίας οἰκίας. (990, 1589, 1232, 1713)
portrait-face (819, 322, 911, 433)
currency-cell: Νέα Ὑόρκη (1246, 560, 1300, 572)
currency-cell: Ἑλβετία (1246, 586, 1286, 598)
body-text: Ἡ Ἀλεξανδρούπολις ὀφείλουσα τὴν ὕπαρξίν της εἰς τὴν σιδηροδρομικὴν γραμμὴν καὶ κυρίως εἰς τὸν λιμένα αὐτῆς, ὅστις εἶναι τὸ ἐξαγωγικὸν κέντρον τῆς Ἀνατολικῆς Θράκης, ἀπέκτησε κατὰ τὰ τελευταῖα ἔτη σημαντικὴν ἀνάπτυξιν. Αἱ προσπάθειαι τῶν κατοίκων, αἱ ἐργασίαι τοῦ λιμένος καὶ ἡ ἐμπορικὴ κίνησις ἔδωσαν εἰς τὴν πόλιν νέαν ζωήν, ἐνῷ ἡ Κομοτινὴ προοδεύει ταχέως καὶ καθίσταται ἀληθὴς πόλις μὲ σχολὰς, λέσχας καὶ ὡραίας οἰκίας. (272, 1857, 491, 1992)
section-label: Τὸ Μουσεῖον...ἀμαξῶν (503, 838, 621, 851)
table-row (1244, 651, 1578, 664)
rate-cell: 4.1 (1491, 573, 1509, 585)
table-row (1244, 677, 1578, 690)
column-6 (1244, 228, 1578, 2235)
body-text: Ἡ Ἀλεξανδρούπολις ὀφείλουσα τὴν ὕπαρξίν της εἰς τὴν σιδηροδρομικὴν γραμμὴν καὶ κυρίως εἰς τὸν λιμένα αὐτῆς, ὅστις εἶναι τὸ ἐξαγωγικὸν κέντρον τῆς Ἀνατολικῆς Θράκης, ἀπέκτησε κατὰ τὰ τελευταῖα ἔτη σημαντικὴν ἀνάπτυξιν. Αἱ προσπάθειαι τῶν κατοίκων, αἱ ἐργασίαι τοῦ λιμένος καὶ ἡ ἐμπορικὴ κίνησις ἔδωσαν εἰς τὴν πόλιν νέαν ζωήν, ἐνῷ ἡ Κομοτινὴ προοδεύει ταχέως καὶ καθίσταται ἀληθὴς πόλις μὲ σχολὰς, λέσχας καὶ ὡραίας οἰκίας. (272, 950, 491, 1086)
body-text: Ἡ Ἀλεξανδρούπολις ὀφείλουσα τὴν ὕπαρξίν της εἰς τὴν σιδηροδρομικὴν γραμμὴν καὶ κυρίως εἰς τὸν λιμένα αὐτῆς, ὅστις εἶναι τὸ ἐξαγωγικὸν κέντρον τῆς Ἀνατολικῆς Θράκης, ἀπέκτησε κατὰ τὰ τελευταῖα ἔτη σημαντικὴν ἀνάπτυξιν. Αἱ προσπάθειαι τῶν κατοίκων, αἱ ἐργασίαι τοῦ λιμένος καὶ ἡ ἐμπορικὴ κίνησις ἔδωσαν εἰς τὴν πόλιν νέαν ζωήν, ἐνῷ ἡ Κομοτινὴ προοδεύει ταχέως καὶ καθίσταται ἀληθὴς πόλις μὲ σχολὰς, λέσχας καὶ ὡραίας οἰκίας. (990, 390, 1232, 513)
section-box: ΟΙΚΟΝΟΜΙΚΗ ΚΙΝΗΣΙΣ (1244, 232, 1578, 261)
table-header: ΣΥΝΑΛΛΑΓΜΑΤΑ ΕΙΣ ΔΡΑΧΜΑΣ (1244, 520, 1454, 534)
body-text: Ἡ Ἀλεξανδρούπολις ὀφείλουσα τὴν ὕπαρξίν της εἰς τὴν σιδηροδρομικὴν γραμμὴν καὶ κυρίως εἰς τὸν λιμένα αὐτῆς, ὅστις εἶναι τὸ ἐξαγωγικὸν κέντρον τῆς Ἀνατολικῆς Θράκης, ἀπέκτησε κατὰ τὰ τελευταῖα ἔτη σημαντικὴν ἀνάπτυξιν. Αἱ προσπάθειαι τῶν κατοίκων, αἱ ἐργασίαι τοῦ λιμένος καὶ ἡ ἐμπορικὴ κίνησις ἔδωσαν εἰς τὴν πόλιν νέαν ζωήν, ἐνῷ ἡ Κομοτινὴ προοδεύει ταχέως καὶ καθίσταται ἀληθὴς πόλις μὲ σχολὰς, λέσχας καὶ ὡραίας οἰκίας. (503, 277, 739, 399)
body-text: Ἡ Ἀλεξανδρούπολις ὀφείλουσα τὴν ὕπαρξίν της εἰς τὴν σιδηροδρομικὴν γραμμὴν καὶ κυρίως εἰς τὸν λιμένα αὐτῆς, ὅστις εἶναι τὸ ἐξαγωγικὸν κέντρον τῆς Ἀνατολικῆς Θράκης, ἀπέκτησε κατὰ τὰ τελευταῖα ἔτη σημαντικὴν ἀνάπτυξιν. Αἱ προσπάθειαι τῶν κατοίκων, αἱ ἐργασίαι τοῦ λιμένος καὶ ἡ ἐμπορικὴ κίνησις ἔδωσαν εἰς τὴν πόλιν νέαν ζωήν, ἐνῷ ἡ Κομοτινὴ προοδεύει ταχέως καὶ καθίσταται ἀληθὴς πόλις μὲ σχολὰς, λέσχας καὶ ὡραίας οἰκίας. (20, 443, 260, 566)
section-label: Πρόσκλησις (503, 1874, 568, 1887)
body-text: Ἡ Ἀλεξανδρούπολις ὀφείλουσα τὴν ὕπαρξίν της εἰς τὴν σιδηροδρομικὴν γραμμὴν καὶ κυρίως εἰς τὸν λιμένα αὐτῆς, ὅστις εἶναι τὸ ἐξαγωγικὸν κέντρον τῆς Ἀνατολικῆς Θράκης, ἀπέκτησε κατὰ τὰ τελευταῖα ἔτη σημαντικὴν ἀνάπτυξιν. Αἱ προσπάθειαι τῶν κατοίκων, αἱ ἐργασίαι τοῦ λιμένος καὶ ἡ ἐμπορικὴ κίνησις ἔδωσαν εἰς τὴν πόλιν νέαν ζωήν, ἐνῷ ἡ Κομοτινὴ προοδεύει ταχέως καὶ καθίσταται ἀληθὴς πόλις μὲ σχολὰς, λέσχας καὶ ὡραίας οἰκίας. (503, 1888, 739, 2011)
body-text: Ἡ Ἀλεξανδρούπολις ὀφείλουσα τὴν ὕπαρξίν της εἰς τὴν σιδηροδρομικὴν γραμμὴν καὶ κυρίως εἰς τὸν λιμένα αὐτῆς, ὅστις εἶναι τὸ ἐξαγωγικὸν κέντρον τῆς Ἀνατολικῆς Θράκης, ἀπέκτησε κατὰ τὰ τελευταῖα ἔτη σημαντικὴν ἀνάπτυξιν. Αἱ προσπάθειαι τῶν κατοίκων, αἱ ἐργασίαι τοῦ λιμένος καὶ ἡ ἐμπορικὴ κίνησις ἔδωσαν εἰς τὴν πόλιν νέαν ζωήν, ἐνῷ ἡ Κομοτινὴ προοδεύει ταχέως καὶ καθίσταται ἀληθὴς πόλις μὲ σχολὰς, λέσχας καὶ ὡραίας οἰκίας. (1244, 1187, 1578, 1273)
body-text: Ἡ Ἀλεξανδρούπολις ὀφείλουσα τὴν ὕπαρξίν της εἰς τὴν σιδηροδρομικὴν γραμμὴν καὶ κυρίως εἰς τὸν λιμένα αὐτῆς, ὅστις εἶναι τὸ ἐξαγωγικὸν κέντρον τῆς Ἀνατολικῆς Θράκης, ἀπέκτησε κατὰ τὰ τελευταῖα ἔτη σημαντικὴν ἀνάπτυξιν. Αἱ προσπάθειαι τῶν κατοίκων, αἱ ἐργασίαι τοῦ λιμένος καὶ ἡ ἐμπορικὴ κίνησις ἔδωσαν εἰς τὴν πόλιν νέαν ζωήν, ἐνῷ ἡ Κομοτινὴ προοδεύει ταχέως καὶ καθίσταται ἀληθὴς πόλις μὲ σχολὰς, λέσχας καὶ ὡραίας οἰκίας. (750, 1236, 978, 1372)
rate-cell: 2.9 (1491, 547, 1509, 559)
body-text: Ἡ Ἀλεξανδρούπολις ὀφείλουσα τὴν ὕπαρξίν της εἰς τὴν σιδηροδρομικὴν γραμμὴν καὶ κυρίως εἰς τὸν λιμένα αὐτῆς, ὅστις εἶναι τὸ ἐξαγωγικὸν κέντρον τῆς Ἀνατολικῆς Θράκης, ἀπέκτησε κατὰ τὰ τελευταῖα ἔτη σημαντικὴν ἀνάπτυξιν. Αἱ προσπάθειαι τῶν κατοίκων, αἱ ἐργασίαι τοῦ λιμένος καὶ ἡ ἐμπορικὴ κίνησις ἔδωσαν εἰς τὴν πόλιν νέαν ζωήν, ἐνῷ ἡ Κομοτινὴ προοδεύει ταχέως καὶ καθίσταται ἀληθὴς πόλις μὲ σχολὰς, λέσχας καὶ ὡραίας οἰκίας. (20, 1021, 260, 1144)
section-box: ΕΞΩΤΕΡΙΚΑΙ ΠΕΡΙΕΡΓΑ (503, 232, 739, 257)
column-rule (266, 228, 267, 2235)
body-text: Ἡ Ἀλεξανδρούπολις ὀφείλουσα τὴν ὕπαρξίν της εἰς τὴν σιδηροδρομικὴν γραμμὴν καὶ κυρίως εἰς τὸν λιμένα αὐτῆς, ὅστις εἶναι τὸ ἐξαγωγικὸν κέντρον τῆς Ἀνατολικῆς Θράκης, ἀπέκτησε κατὰ τὰ τελευταῖα ἔτη σημαντικὴν ἀνάπτυξιν. Αἱ προσπάθειαι τῶν κατοίκων, αἱ ἐργασίαι τοῦ λιμένος καὶ ἡ ἐμπορικὴ κίνησις ἔδωσαν εἰς τὴν πόλιν νέαν ζωήν, ἐνῷ ἡ Κομοτινὴ προοδεύει ταχέως καὶ καθίσταται ἀληθὴς πόλις μὲ σχολὰς, λέσχας καὶ ὡραίας οἰκίας. (272, 1996, 491, 2132)
body-text: Ἡ Ἀλεξανδρούπολις ὀφείλουσα τὴν ὕπαρξίν της εἰς τὴν σιδηροδρομικὴν γραμμὴν καὶ κυρίως εἰς τὸν λιμένα αὐτῆς, ὅστις εἶναι τὸ ἐξαγωγικὸν κέντρον τῆς Ἀνατολικῆς Θράκης, ἀπέκτησε κατὰ τὰ τελευταῖα ἔτη σημαντικὴν ἀνάπτυξιν. Αἱ προσπάθειαι τῶν κατοίκων, αἱ ἐργασίαι τοῦ λιμένος καὶ ἡ ἐμπορικὴ κίνησις ἔδωσαν εἰς τὴν πόλιν νέαν ζωήν, ἐνῷ ἡ Κομοτινὴ προοδεύει ταχέως καὶ καθίσταται ἀληθὴς πόλις μὲ σχολὰς, λέσχας καὶ ὡραίας οἰκίας. (990, 1733, 1232, 1857)
body-text: Ἡ Ἀλεξανδρούπολις ὀφείλουσα τὴν ὕπαρξίν της εἰς τὴν σιδηροδρομικὴν γραμμὴν καὶ κυρίως εἰς τὸν λιμένα αὐτῆς, ὅστις εἶναι τὸ ἐξαγωγικὸν κέντρον τῆς Ἀνατολικῆς Θράκης, ἀπέκτησε κατὰ τὰ τελευταῖα ἔτη σημαντικὴν ἀνάπτυξιν. Αἱ προσπάθειαι τῶν κατοίκων, αἱ ἐργασίαι τοῦ λιμένος καὶ ἡ ἐμπορικὴ κίνησις ἔδωσαν εἰς τὴν πόλιν νέαν ζωήν, ἐνῷ ἡ Κομοτινὴ προοδεύει ταχέως καὶ καθίσταται ἀληθὴς πόλις μὲ σχολὰς, λέσχας καὶ ὡραίας οἰκίας. (503, 1600, 739, 1724)
body-text: Ἡ Ἀλεξανδρούπολις ὀφείλουσα τὴν ὕπαρξίν της εἰς τὴν σιδηροδρομικὴν γραμμὴν καὶ κυρίως εἰς τὸν λιμένα αὐτῆς, ὅστις εἶναι τὸ ἐξαγωγικὸν κέντρον τῆς Ἀνατολικῆς Θράκης, ἀπέκτησε κατὰ τὰ τελευταῖα ἔτη σημαντικὴν ἀνάπτυξιν. Αἱ προσπάθειαι τῶν κατοίκων, αἱ ἐργασίαι τοῦ λιμένος καὶ ἡ ἐμπορικὴ κίνησις ἔδωσαν εἰς τὴν πόλιν νέαν ζωήν, ἐνῷ ἡ Κομοτινὴ προοδεύει ταχέως καὶ καθίσταται ἀληθὴς πόλις μὲ σχολὰς, λέσχας καὶ ὡραίας οἰκίας. (20, 2043, 260, 2167)
body-text: Ἡ Ἀλεξανδρούπολις ὀφείλουσα τὴν ὕπαρξίν της εἰς τὴν σιδηροδρομικὴν γραμμὴν καὶ κυρίως εἰς τὸν λιμένα αὐτῆς, ὅστις εἶναι τὸ ἐξαγωγικὸν κέντρον τῆς Ἀνατολικῆς Θράκης, ἀπέκτησε κατὰ τὰ τελευταῖα ἔτη σημαντικὴν ἀνάπτυξιν. Αἱ προσπάθειαι τῶν κατοίκων, αἱ ἐργασίαι τοῦ λιμένος καὶ ἡ ἐμπορικὴ κίνησις ἔδωσαν εἰς τὴν πόλιν νέαν ζωήν, ἐνῷ ἡ Κομοτινὴ προοδεύει ταχέως καὶ καθίσταται ἀληθὴς πόλις μὲ σχολὰς, λέσχας καὶ ὡραίας οἰκίας. (503, 708, 739, 831)
subheadline: Κατεδικάσθη εἰς θάνατον καὶ ἀπεφυλακίσθη μετὰ 19 ἔτη! (522, 1027, 720, 1060)
body-text: Ἡ Ἀλεξανδρούπολις ὀφείλουσα τὴν ὕπαρξίν της εἰς τὴν σιδηροδρομικὴν γραμμὴν καὶ κυρίως εἰς τὸν λιμένα αὐτῆς, ὅστις εἶναι τὸ ἐξαγωγικὸν κέντρον τῆς Ἀνατολικῆς Θράκης, ἀπέκτησε κατὰ τὰ τελευταῖα ἔτη σημαντικὴν ἀνάπτυξιν. Αἱ προσπάθειαι τῶν κατοίκων, αἱ ἐργασίαι τοῦ λιμένος καὶ ἡ ἐμπορικὴ κίνησις ἔδωσαν εἰς τὴν πόλιν νέαν ζωήν, ἐνῷ ἡ Κομοτινὴ προοδεύει ταχέως καὶ καθίσταται ἀληθὴς πόλις μὲ σχολὰς, λέσχας καὶ ὡραίας οἰκίας. (503, 1744, 739, 1868)
body-text: Ἡ Ἀλεξανδρούπολις ὀφείλουσα τὴν ὕπαρξίν της εἰς τὴν σιδηροδρομικὴν γραμμὴν καὶ κυρίως εἰς τὸν λιμένα αὐτῆς, ὅστις εἶναι τὸ ἐξαγωγικὸν κέντρον τῆς Ἀνατολικῆς Θράκης, ἀπέκτησε κατὰ τὰ τελευταῖα ἔτη σημαντικὴν ἀνάπτυξιν. Αἱ προσπάθειαι τῶν κατοίκων, αἱ ἐργασίαι τοῦ λιμένος καὶ ἡ ἐμπορικὴ κίνησις ἔδωσαν εἰς τὴν πόλιν νέαν ζωήν, ἐνῷ ἡ Κομοτινὴ προοδεύει ταχέως καὶ καθίσταται ἀληθὴς πόλις μὲ σχολὰς, λέσχας καὶ ὡραίας οἰκίας. (990, 646, 1232, 769)
rate-cell: 2.97 (1553, 547, 1576, 559)
section-banner (20, 130, 1578, 224)
body-text: Ἡ Ἀλεξανδρούπολις ὀφείλουσα τὴν ὕπαρξίν της εἰς τὴν σιδηροδρομικὴν γραμμὴν καὶ κυρίως εἰς τὸν λιμένα αὐτῆς, ὅστις εἶναι τὸ ἐξαγωγικὸν κέντρον τῆς Ἀνατολικῆς Θράκης, ἀπέκτησε κατὰ τὰ τελευταῖα ἔτη σημαντικὴν ἀνάπτυξιν. Αἱ προσπάθειαι τῶν κατοίκων, αἱ ἐργασίαι τοῦ λιμένος καὶ ἡ ἐμπορικὴ κίνησις ἔδωσαν εἰς τὴν πόλιν νέαν ζωήν, ἐνῷ ἡ Κομοτινὴ προοδεύει ταχέως καὶ καθίσταται ἀληθὴς πόλις μὲ σχολὰς, λέσχας καὶ ὡραίας οἰκίας. (1244, 715, 1578, 802)
column-rule (744, 228, 745, 2235)
subheadline: ΜΕΓΑΛΟΠΡΕΠΗΣ ΕΓΚΑΤΑΣΤΑΣΙΣ ΤΟΥ ΛΟΡΔΟΥ ΔΗΜΑΡΧΟΥ (755, 643, 973, 672)
stock-listing (1244, 851, 1578, 981)
body-text: Ἡ Ἀλεξανδρούπολις ὀφείλουσα τὴν ὕπαρξίν της εἰς τὴν σιδηροδρομικὴν γραμμὴν καὶ κυρίως εἰς τὸν λιμένα αὐτῆς, ὅστις εἶναι τὸ ἐξαγωγικὸν κέντρον τῆς Ἀνατολικῆς Θράκης, ἀπέκτησε κατὰ τὰ τελευταῖα ἔτη σημαντικὴν ἀνάπτυξιν. Αἱ προσπάθειαι τῶν κατοίκων, αἱ ἐργασίαι τοῦ λιμένος καὶ ἡ ἐμπορικὴ κίνησις ἔδωσαν εἰς τὴν πόλιν νέαν ζωήν, ἐνῷ ἡ Κομοτινὴ προοδεύει ταχέως καὶ καθίσταται ἀληθὴς πόλις μὲ σχολὰς, λέσχας καὶ ὡραίας οἰκίας. (990, 1317, 1232, 1441)
column-3 (503, 228, 739, 2235)
section-label: Νεκρὰ ἐπὶ τρίωρον (503, 406, 603, 419)
body-text: Ἡ Ἀλεξανδρούπολις ὀφείλουσα τὴν ὕπαρξίν της εἰς τὴν σιδηροδρομικὴν γραμμὴν καὶ κυρίως εἰς τὸν λιμένα αὐτῆς, ὅστις εἶναι τὸ ἐξαγωγικὸν κέντρον τῆς Ἀνατολικῆς Θράκης, ἀπέκτησε κατὰ τὰ τελευταῖα ἔτη σημαντικὴν ἀνάπτυξιν. Αἱ προσπάθειαι τῶν κατοίκων, αἱ ἐργασίαι τοῦ λιμένος καὶ ἡ ἐμπορικὴ κίνησις ἔδωσαν εἰς τὴν πόλιν νέαν ζωήν, ἐνῷ ἡ Κομοτινὴ προοδεύει ταχέως καὶ καθίσταται ἀληθὴς πόλις μὲ σχολὰς, λέσχας καὶ ὡραίας οἰκίας. (750, 675, 978, 811)
section-headline: ΘΕΑΤΡΑ (1350, 1135, 1472, 1162)
rate-cell: 367.— (1480, 534, 1509, 546)
table-title: ΧΡΗΜΑΤΙΣΤΗΡΙΑΚΑ ΔΕΛΤΙΑ (1311, 806, 1511, 824)
body-text: Ἡ Ἀλεξανδρούπολις ὀφείλουσα τὴν ὕπαρξίν της εἰς τὴν σιδηροδρομικὴν γραμμὴν καὶ κυρίως εἰς τὸν λιμένα αὐτῆς, ὅστις εἶναι τὸ ἐξαγωγικὸν κέντρον τῆς Ἀνατολικῆς Θράκης, ἀπέκτησε κατὰ τὰ τελευταῖα ἔτη σημαντικὴν ἀνάπτυξιν. Αἱ προσπάθειαι τῶν κατοίκων, αἱ ἐργασίαι τοῦ λιμένος καὶ ἡ ἐμπορικὴ κίνησις ἔδωσαν εἰς τὴν πόλιν νέαν ζωήν, ἐνῷ ἡ Κομοτινὴ προοδεύει ταχέως καὶ καθίσταται ἀληθὴς πόλις μὲ σχολὰς, λέσχας καὶ ὡραίας οἰκίας. (990, 1030, 1232, 1153)
section-label: Διάλεξις (503, 1730, 546, 1743)
body-text: Ἡ Ἀλεξανδρούπολις ὀφείλουσα τὴν ὕπαρξίν της εἰς τὴν σιδηροδρομικὴν γραμμὴν καὶ κυρίως εἰς τὸν λιμένα αὐτῆς, ὅστις εἶναι τὸ ἐξαγωγικὸν κέντρον τῆς Ἀνατολικῆς Θράκης, ἀπέκτησε κατὰ τὰ τελευταῖα ἔτη σημαντικὴν ἀνάπτυξιν. Αἱ προσπάθειαι τῶν κατοίκων, αἱ ἐργασίαι τοῦ λιμένος καὶ ἡ ἐμπορικὴ κίνησις ἔδωσαν εἰς τὴν πόλιν νέαν ζωήν, ἐνῷ ἡ Κομοτινὴ προοδεύει ταχέως καὶ καθίσταται ἀληθὴς πόλις μὲ σχολὰς, λέσχας καὶ ὡραίας οἰκίας. (20, 1915, 260, 2039)
rate-cell: 4.12 (1553, 573, 1576, 585)
body-text: Ἡ Ἀλεξανδρούπολις ὀφείλουσα τὴν ὕπαρξίν της εἰς τὴν σιδηροδρομικὴν γραμμὴν καὶ κυρίως εἰς τὸν λιμένα αὐτῆς, ὅστις εἶναι τὸ ἐξαγωγικὸν κέντρον τῆς Ἀνατολικῆς Θράκης, ἀπέκτησε κατὰ τὰ τελευταῖα ἔτη σημαντικὴν ἀνάπτυξιν. Αἱ προσπάθειαι τῶν κατοίκων, αἱ ἐργασίαι τοῦ λιμένος καὶ ἡ ἐμπορικὴ κίνησις ἔδωσαν εἰς τὴν πόλιν νέαν ζωήν, ἐνῷ ἡ Κομοτινὴ προοδεύει ταχέως καὶ καθίσταται ἀληθὴς πόλις μὲ σχολὰς, λέσχας καὶ ὡραίας οἰκίας. (272, 368, 491, 503)
currency-cell: Ἰταλία (1246, 573, 1279, 585)
currency-cell: Ρουμανία (1246, 677, 1293, 689)
section-label: Μικραὶ Ἀντιπροσωπεῖαι (503, 982, 627, 995)
column-rule (1238, 228, 1239, 2235)
newspaper-brand: «ΣΚΡΙΠ» (737, 16, 861, 42)
column-rule (984, 228, 985, 2235)
section-label: ΤΑ ΞΕΥΠΝΑ ΚΑΙ ΤΑ ΚΟΥΤΑ (990, 1863, 1132, 1876)
body-text: Ἡ Ἀλεξανδρούπολις ὀφείλουσα τὴν ὕπαρξίν της εἰς τὴν σιδηροδρομικὴν γραμμὴν καὶ κυρίως εἰς τὸν λιμένα αὐτῆς, ὅστις εἶναι τὸ ἐξαγωγικὸν κέντρον τῆς Ἀνατολικῆς Θράκης, ἀπέκτησε κατὰ τὰ τελευταῖα ἔτη σημαντικὴν ἀνάπτυξιν. Αἱ προσπάθειαι τῶν κατοίκων, αἱ ἐργασίαι τοῦ λιμένος καὶ ἡ ἐμπορικὴ κίνησις ἔδωσαν εἰς τὴν πόλιν νέαν ζωήν, ἐνῷ ἡ Κομοτινὴ προοδεύει ταχέως καὶ καθίσταται ἀληθὴς πόλις μὲ σχολὰς, λέσχας καὶ ὡραίας οἰκίας. (750, 1395, 978, 1531)
signature: Ι. ΧΑΤΖΗΙΩΑΝΝΟΥ (385, 1090, 491, 1102)
summary: Τὸ Φάληρον τῆς νεαρᾶς πόλεως.—Ἡ ἐλάττωσις τοῦ ἐξαγωγικοῦ ἐμπορίου.—Μαρασμὸς τῆς πόλεως.—Λιμὴν ἀλίμενος.—Αἱ πρόοδοι τῆς Κομοτινῆς.—Ἡ ἄλλοτε μικρὰ Τουρκικὴ κωμόπολις ἀληθὴς πόλις σήμερον.—Ἡ Λέσχη.—Ἡ Σχολὴ Τσανάκη (23, 288, 257, 421)
kicker: Γράμματα ἀπὸ τὸ Λονδῖνον (750, 530, 918, 546)
table-row (1244, 703, 1578, 716)
body-text: Ἡ Ἀλεξανδρούπολις ὀφείλουσα τὴν ὕπαρξίν της εἰς τὴν σιδηροδρομικὴν γραμμὴν καὶ κυρίως εἰς τὸν λιμένα αὐτῆς, ὅστις εἶναι τὸ ἐξαγωγικὸν κέντρον τῆς Ἀνατολικῆς Θράκης, ἀπέκτησε κατὰ τὰ τελευταῖα ἔτη σημαντικὴν ἀνάπτυξιν. Αἱ προσπάθειαι τῶν κατοίκων, αἱ ἐργασίαι τοῦ λιμένος καὶ ἡ ἐμπορικὴ κίνησις ἔδωσαν εἰς τὴν πόλιν νέαν ζωήν, ἐνῷ ἡ Κομοτινὴ προοδεύει ταχέως καὶ καθίσταται ἀληθὴς πόλις μὲ σχολὰς, λέσχας καὶ ὡραίας οἰκίας. (272, 528, 491, 664)
body-text: Ἡ Ἀλεξανδρούπολις ὀφείλουσα τὴν ὕπαρξίν της εἰς τὴν σιδηροδρομικὴν γραμμὴν καὶ κυρίως εἰς τὸν λιμένα αὐτῆς, ὅστις εἶναι τὸ ἐξαγωγικὸν κέντρον τῆς Ἀνατολικῆς Θράκης, ἀπέκτησε κατὰ τὰ τελευταῖα ἔτη σημαντικὴν ἀνάπτυξιν. Αἱ προσπάθειαι τῶν κατοίκων, αἱ ἐργασίαι τοῦ λιμένος καὶ ἡ ἐμπορικὴ κίνησις ἔδωσαν εἰς τὴν πόλιν νέαν ζωήν, ἐνῷ ἡ Κομοτινὴ προοδεύει ταχέως καὶ καθίσταται ἀληθὴς πόλις μὲ σχολὰς, λέσχας καὶ ὡραίας οἰκίας. (503, 420, 739, 543)
table-row (1244, 573, 1578, 586)
rate-cell: 10.50 (1547, 599, 1576, 611)
running-head (0, 14, 1598, 44)
column-rule (497, 228, 498, 2235)
photo-caption: Ἡ λαβοῦσα τὸ βραβεῖον τῆς φιλολογίας Ἰταλὶς συγγραφεὺς Γκράτσια Ντελέντα. (750, 502, 978, 526)
section-headline: ΠΙΣΤΙΣ ΚΑΙ ΕΠΙΣΤΗΜΗ (20, 955, 260, 1017)
signature: Πανάγ. Δ. Ἠλιάκος (381, 2277, 491, 2289)
currency-cell: Κων/πολις (1246, 625, 1297, 637)
rate-cell: 39.45 (1480, 625, 1509, 637)
section-label: ΕΠΙΣΤΟΛΑΙ (272, 1826, 331, 1839)
rate-cell: 376.3 (1480, 651, 1509, 663)
